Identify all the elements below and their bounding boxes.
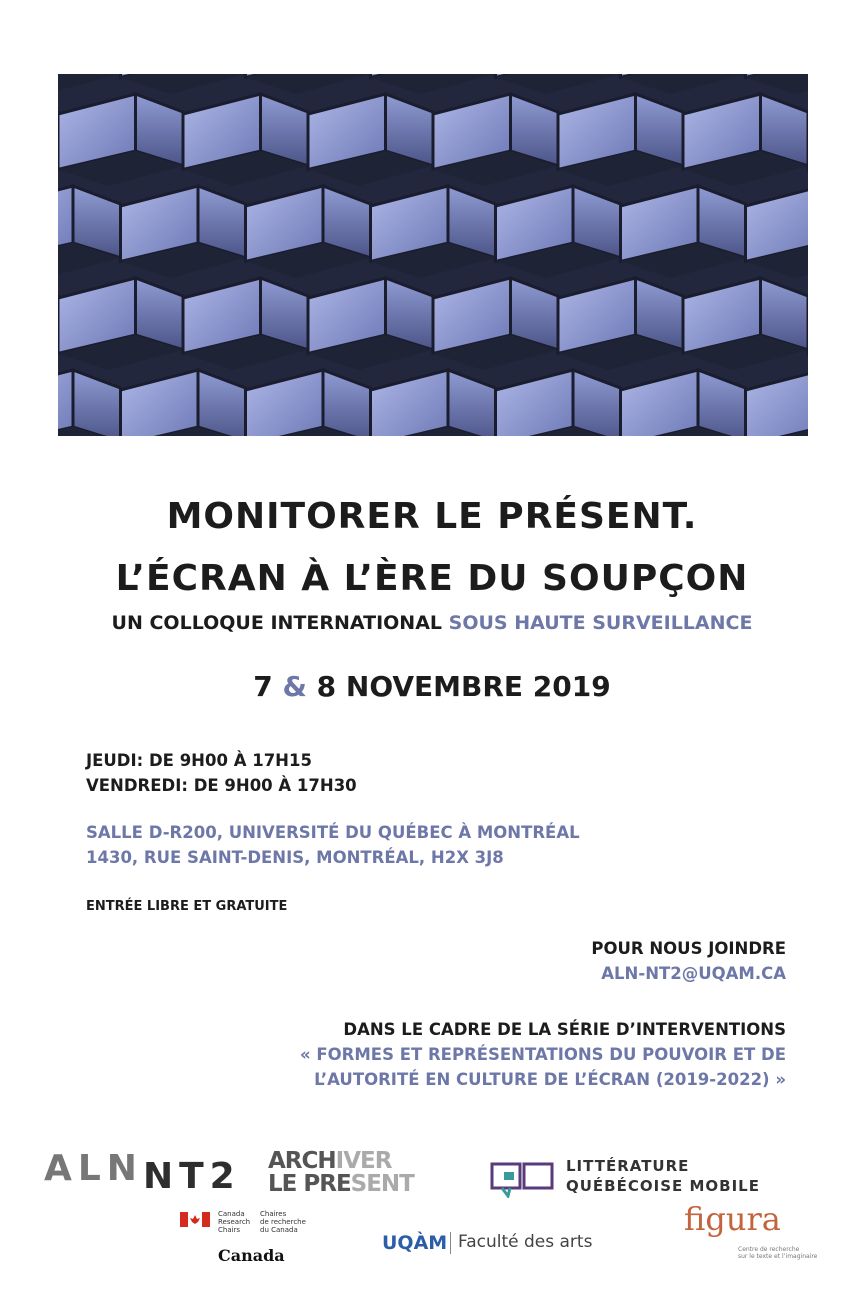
aln-nt2-logo (44, 1148, 241, 1197)
contact-label: POUR NOUS JOINDRE (591, 939, 786, 958)
lqm-line1: LITTÉRATURE (566, 1157, 690, 1175)
crc-fr-3: du Canada (260, 1226, 298, 1234)
logo-divider (450, 1232, 451, 1254)
archiver-le-present-logo (268, 1150, 414, 1196)
admission-note: ENTRÉE LIBRE ET GRATUITE (86, 899, 288, 914)
lqm-logo-text (566, 1156, 760, 1196)
archiver-text-b: IVER (335, 1148, 392, 1174)
figura-sub-2: sur le texte et l’imaginaire (738, 1253, 818, 1260)
crc-en-3: Chairs (218, 1226, 241, 1234)
hero-screens-graphic (58, 74, 808, 436)
series-title-line2: L’AUTORITÉ EN CULTURE DE L’ÉCRAN (2019-2022) » (314, 1070, 786, 1089)
crc-en-1: Canada (218, 1210, 245, 1218)
schedule-friday: VENDREDI: DE 9H00 À 17H30 (86, 776, 357, 795)
schedule-thursday: JEUDI: DE 9H00 À 17H15 (86, 751, 312, 770)
figura-logo: figura (684, 1200, 781, 1238)
canada-flag-icon (180, 1212, 210, 1227)
nt2-logo-text: NT2 (142, 1156, 241, 1197)
subtitle-accent: SOUS HAUTE SURVEILLANCE (448, 612, 753, 634)
canada-wordmark: Canada (218, 1246, 285, 1265)
page-title-line2: L’ÉCRAN À L’ÈRE DU SOUPÇON (115, 558, 749, 599)
uqam-logo: UQÀM (382, 1232, 448, 1254)
contact (591, 936, 786, 986)
series-label: DANS LE CADRE DE LA SÉRIE D’INTERVENTIONS (343, 1020, 786, 1039)
date-ampersand: & (282, 670, 307, 703)
page-title-line1: MONITORER LE PRÉSENT. (166, 496, 698, 537)
location-address: 1430, RUE SAINT-DENIS, MONTRÉAL, H2X 3J8 (86, 848, 504, 867)
contact-email-link[interactable]: ALN-NT2@UQAM.CA (601, 964, 786, 983)
schedule (86, 748, 357, 798)
lqm-line2: QUÉBÉCOISE MOBILE (566, 1177, 760, 1195)
series-info (300, 1017, 786, 1092)
crc-fr-1: Chaires (260, 1210, 287, 1218)
present-text-a: LE PRE (268, 1171, 351, 1197)
crc-text (218, 1210, 306, 1234)
series-title-line1: « FORMES ET REPRÉSENTATIONS DU POUVOIR ET DE (299, 1045, 786, 1064)
subtitle (0, 612, 864, 634)
location-room: SALLE D-R200, UNIVERSITÉ DU QUÉBEC À MONTRÉAL (86, 823, 580, 842)
subtitle-main: UN COLLOQUE INTERNATIONAL (111, 612, 443, 634)
crc-fr-2: de recherche (260, 1218, 306, 1226)
figura-subtitle (738, 1246, 817, 1260)
location (86, 820, 580, 870)
event-date (0, 670, 864, 703)
aln-logo-text: ALN (44, 1148, 143, 1189)
faculte-des-arts-text: Faculté des arts (458, 1232, 593, 1252)
archiver-text-a: ARCH (268, 1148, 336, 1174)
date-first-day: 7 (253, 670, 273, 703)
figura-sub-1: Centre de recherche (738, 1246, 800, 1253)
date-second-part: 8 NOVEMBRE 2019 (316, 670, 611, 703)
lqm-book-icon (490, 1158, 556, 1198)
crc-en-2: Research (218, 1218, 251, 1226)
present-text-b: SENT (350, 1171, 414, 1197)
hero-image (58, 74, 808, 436)
